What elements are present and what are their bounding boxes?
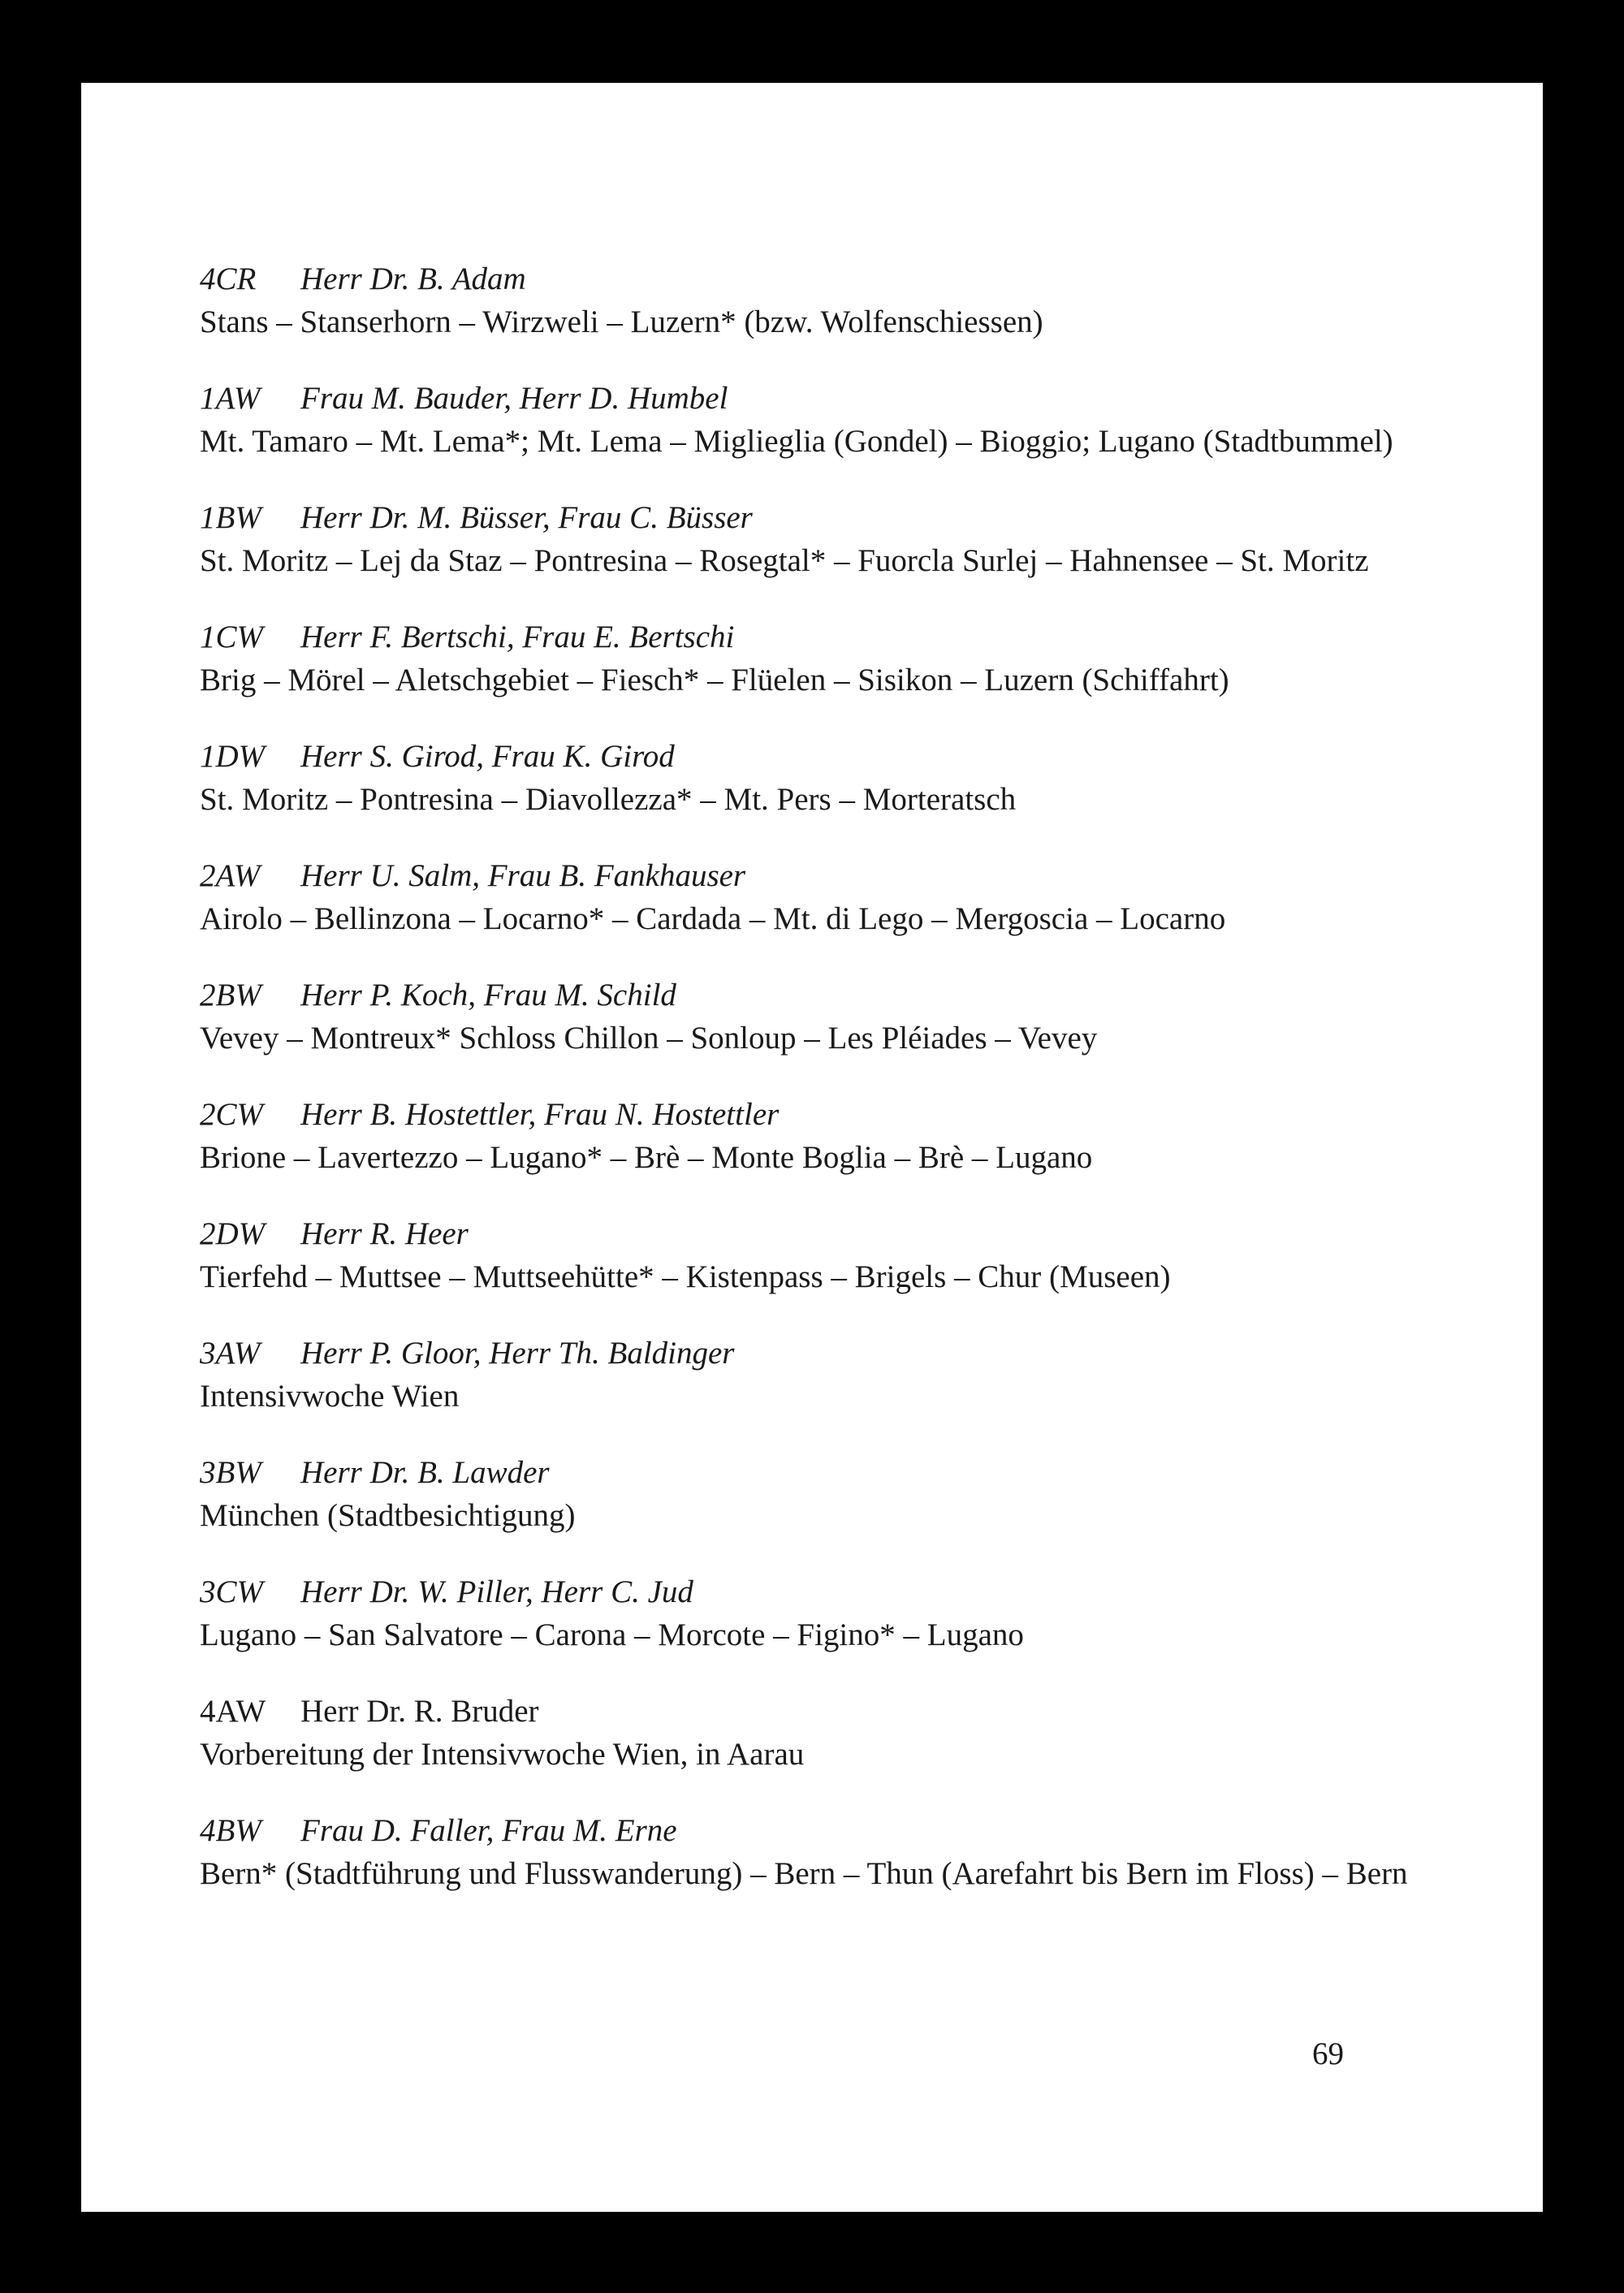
group-code: 3AW bbox=[200, 1336, 261, 1371]
route-description: Mt. Tamaro – Mt. Lema*; Mt. Lema – Miglieglia (Gondel) – Bioggio; Lugano (Stadtbummel) bbox=[200, 424, 1393, 459]
entry-2bw bbox=[200, 974, 1434, 1060]
entry-1aw bbox=[200, 378, 1434, 463]
entry-4cr bbox=[200, 258, 1434, 343]
group-code: 2CW bbox=[200, 1097, 263, 1132]
group-code: 3BW bbox=[200, 1455, 261, 1490]
group-code: 4CR bbox=[200, 261, 257, 296]
route-description: Brig – Mörel – Aletschgebiet – Fiesch* – Flüelen – Sisikon – Luzern (Schiffahrt) bbox=[200, 663, 1229, 697]
entry-2dw bbox=[200, 1213, 1434, 1298]
group-leaders: Herr Dr. B. Lawder bbox=[300, 1455, 550, 1490]
entry-heading bbox=[200, 1213, 1434, 1255]
group-leaders: Herr P. Gloor, Herr Th. Baldinger bbox=[300, 1336, 735, 1371]
entry-1bw bbox=[200, 497, 1434, 582]
group-leaders: Herr B. Hostettler, Frau N. Hostettler bbox=[300, 1097, 780, 1132]
entry-3cw bbox=[200, 1571, 1434, 1656]
group-leaders: Herr P. Koch, Frau M. Schild bbox=[300, 978, 676, 1013]
entry-heading bbox=[200, 258, 1434, 300]
route-description: Stans – Stanserhorn – Wirzweli – Luzern* (bzw. Wolfenschiessen) bbox=[200, 304, 1043, 339]
group-leaders: Herr Dr. B. Adam bbox=[300, 261, 526, 296]
group-leaders: Frau D. Faller, Frau M. Erne bbox=[300, 1813, 677, 1848]
group-leaders: Herr S. Girod, Frau K. Girod bbox=[300, 739, 675, 774]
entry-heading bbox=[200, 1571, 1434, 1613]
entry-4aw bbox=[200, 1691, 1434, 1776]
group-code: 2BW bbox=[200, 978, 261, 1013]
entry-heading bbox=[200, 1332, 1434, 1375]
entry-1cw bbox=[200, 616, 1434, 702]
group-code: 4BW bbox=[200, 1813, 261, 1848]
entry-heading bbox=[200, 855, 1434, 897]
entry-2cw bbox=[200, 1094, 1434, 1179]
group-code: 2AW bbox=[200, 858, 261, 893]
route-description: St. Moritz – Lej da Staz – Pontresina – Rosegtal* – Fuorcla Surlej – Hahnensee – St. Moritz bbox=[200, 543, 1369, 578]
entry-heading bbox=[200, 974, 1434, 1017]
route-description: Airolo – Bellinzona – Locarno* – Cardada – Mt. di Lego – Mergoscia – Locarno bbox=[200, 901, 1226, 936]
group-code: 1CW bbox=[200, 620, 263, 654]
group-code: 1BW bbox=[200, 500, 261, 535]
route-description: Vevey – Montreux* Schloss Chillon – Sonloup – Les Pléiades – Vevey bbox=[200, 1021, 1098, 1056]
group-code: 4AW bbox=[200, 1694, 266, 1729]
route-description: Intensivwoche Wien bbox=[200, 1379, 460, 1414]
group-list bbox=[200, 258, 1434, 1895]
route-description: Lugano – San Salvatore – Carona – Morcote – Figino* – Lugano bbox=[200, 1617, 1024, 1652]
entry-4bw bbox=[200, 1810, 1434, 1895]
entry-1dw bbox=[200, 736, 1434, 821]
entry-heading bbox=[200, 1691, 1434, 1733]
group-leaders: Herr Dr. M. Büsser, Frau C. Büsser bbox=[300, 500, 753, 535]
document-page bbox=[81, 83, 1543, 2212]
route-description: St. Moritz – Pontresina – Diavollezza* – Mt. Pers – Morteratsch bbox=[200, 782, 1017, 817]
entry-heading bbox=[200, 616, 1434, 659]
group-code: 3CW bbox=[200, 1574, 263, 1609]
route-description: Bern* (Stadtführung und Flusswanderung) – Bern – Thun (Aarefahrt bis Bern im Floss) – Bern bbox=[200, 1856, 1408, 1891]
group-leaders: Herr Dr. W. Piller, Herr C. Jud bbox=[300, 1574, 693, 1609]
group-code: 1DW bbox=[200, 739, 266, 774]
route-description: München (Stadtbesichtigung) bbox=[200, 1498, 576, 1533]
entry-heading bbox=[200, 1810, 1434, 1852]
group-code: 1AW bbox=[200, 381, 261, 416]
group-leaders: Herr R. Heer bbox=[300, 1216, 469, 1251]
group-code: 2DW bbox=[200, 1216, 266, 1251]
group-leaders: Herr U. Salm, Frau B. Fankhauser bbox=[300, 858, 746, 893]
entry-2aw bbox=[200, 855, 1434, 940]
route-description: Vorbereitung der Intensivwoche Wien, in Aarau bbox=[200, 1737, 805, 1772]
page-number: 69 bbox=[1312, 2036, 1344, 2071]
group-leaders: Frau M. Bauder, Herr D. Humbel bbox=[300, 381, 728, 416]
group-leaders: Herr Dr. R. Bruder bbox=[300, 1694, 539, 1729]
entry-heading bbox=[200, 1452, 1434, 1494]
entry-heading bbox=[200, 1094, 1434, 1136]
entry-heading bbox=[200, 378, 1434, 420]
route-description: Tierfehd – Muttsee – Muttseehütte* – Kistenpass – Brigels – Chur (Museen) bbox=[200, 1259, 1171, 1294]
entry-heading bbox=[200, 497, 1434, 539]
entry-heading bbox=[200, 736, 1434, 778]
route-description: Brione – Lavertezzo – Lugano* – Brè – Monte Boglia – Brè – Lugano bbox=[200, 1140, 1093, 1175]
entry-3aw bbox=[200, 1332, 1434, 1418]
entry-3bw bbox=[200, 1452, 1434, 1537]
group-leaders: Herr F. Bertschi, Frau E. Bertschi bbox=[300, 620, 735, 654]
